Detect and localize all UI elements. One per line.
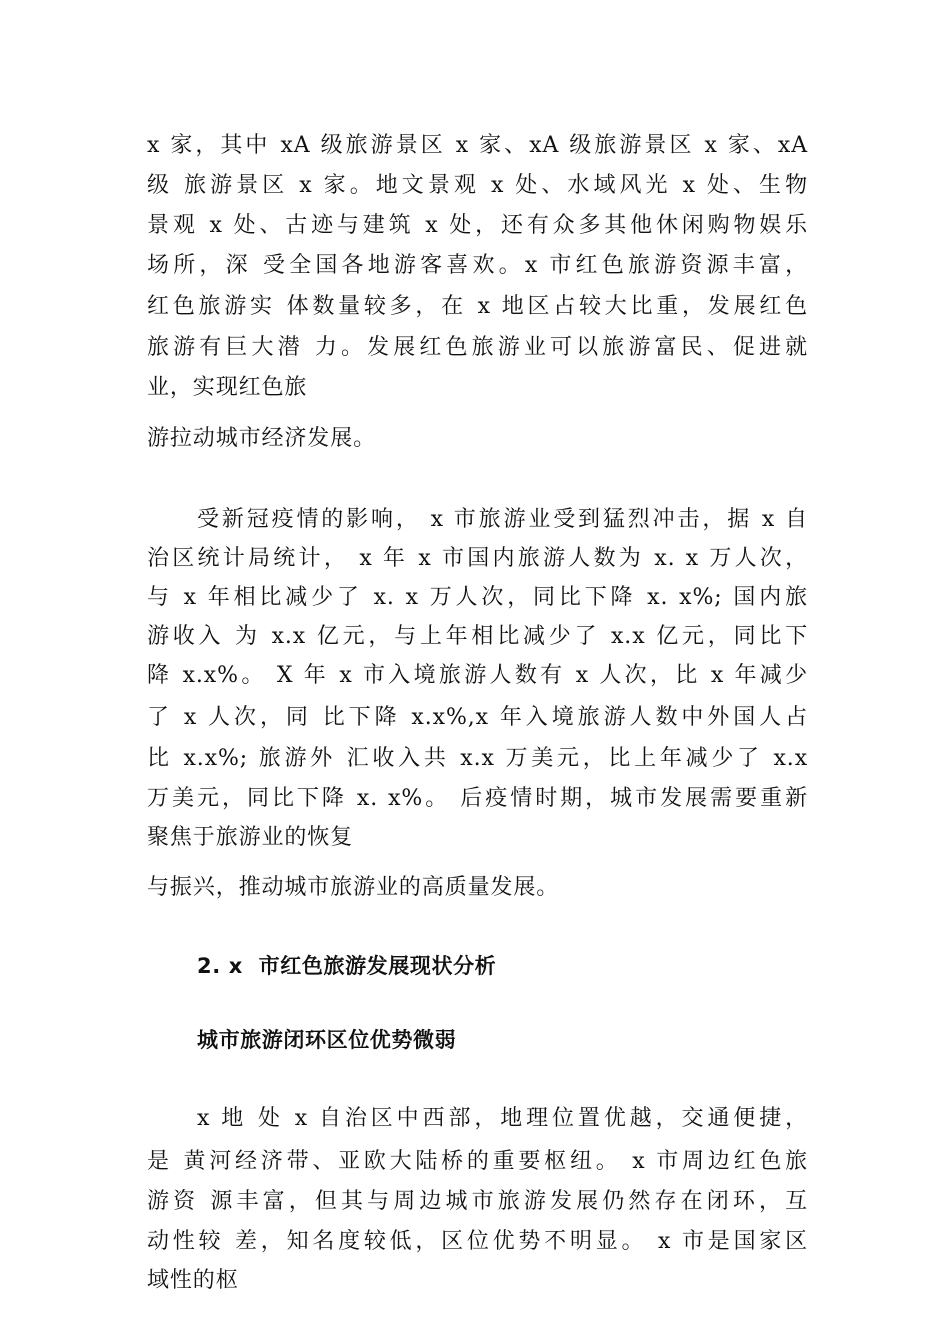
text-line: 景观 x 处、古迹与建筑 x 处，还有众多其他休闲购物娱乐	[147, 213, 808, 238]
text-line: 降 x.x%。 X 年 x 市入境旅游人数有 x 人次，比 x 年减少	[147, 663, 808, 688]
text-line: x 地 处 x 自治区中西部，地理位置优越，交通便捷，	[197, 1106, 808, 1131]
text-line: 旅游有巨大潜 力。发展红色旅游业可以旅游富民、促进就	[147, 335, 808, 360]
text-line: 游收入 为 x.x 亿元，与上年相比减少了 x.x 亿元，同比下	[147, 624, 808, 649]
text-line: 了 x 人次，同 比下降 x.x%,x 年入境旅游人数中外国人占	[147, 705, 808, 730]
text-line: 聚焦于旅游业的恢复	[147, 825, 354, 850]
text-line: 游拉动城市经济发展。	[147, 426, 377, 451]
text-line: 与 x 年相比减少了 x. x 万人次，同比下降 x. x%; 国内旅	[147, 585, 808, 610]
text-line: 万美元，同比下降 x. x%。 后疫情时期，城市发展需要重新	[147, 786, 808, 811]
text-line: 动性较 差，知名度较低，区位优势不明显。 x 市是国家区	[147, 1229, 808, 1254]
text-line: 游资 源丰富，但其与周边城市旅游发展仍然存在闭环，互	[147, 1189, 808, 1214]
section-heading: 2. x 市红色旅游发展现状分析	[197, 954, 497, 978]
text-line: 是 黄河经济带、亚欧大陆桥的重要枢纽。 x 市周边红色旅	[147, 1149, 808, 1174]
text-line: 治区统计局统计， x 年 x 市国内旅游人数为 x. x 万人次，	[147, 546, 808, 571]
text-line: 级 旅游景区 x 家。地文景观 x 处、水域风光 x 处、生物	[147, 173, 808, 198]
text-line: 受新冠疫情的影响， x 市旅游业受到猛烈冲击，据 x 自	[197, 507, 808, 532]
text-line: 业，实现红色旅	[147, 375, 308, 400]
text-line: 与振兴，推动城市旅游业的高质量发展。	[147, 875, 560, 900]
text-line: x 家，其中 xA 级旅游景区 x 家、xA 级旅游景区 x 家、xA	[147, 133, 808, 158]
text-line: 场所，深 受全国各地游客喜欢。x 市红色旅游资源丰富，	[147, 253, 808, 278]
text-line: 域性的枢	[147, 1268, 239, 1293]
text-line: 比 x.x%; 旅游外 汇收入共 x.x 万美元，比上年减少了 x.x	[147, 746, 808, 771]
text-line: 红色旅游实 体数量较多，在 x 地区占较大比重，发展红色	[147, 294, 808, 319]
subsection-heading: 城市旅游闭环区位优势微弱	[197, 1028, 457, 1052]
